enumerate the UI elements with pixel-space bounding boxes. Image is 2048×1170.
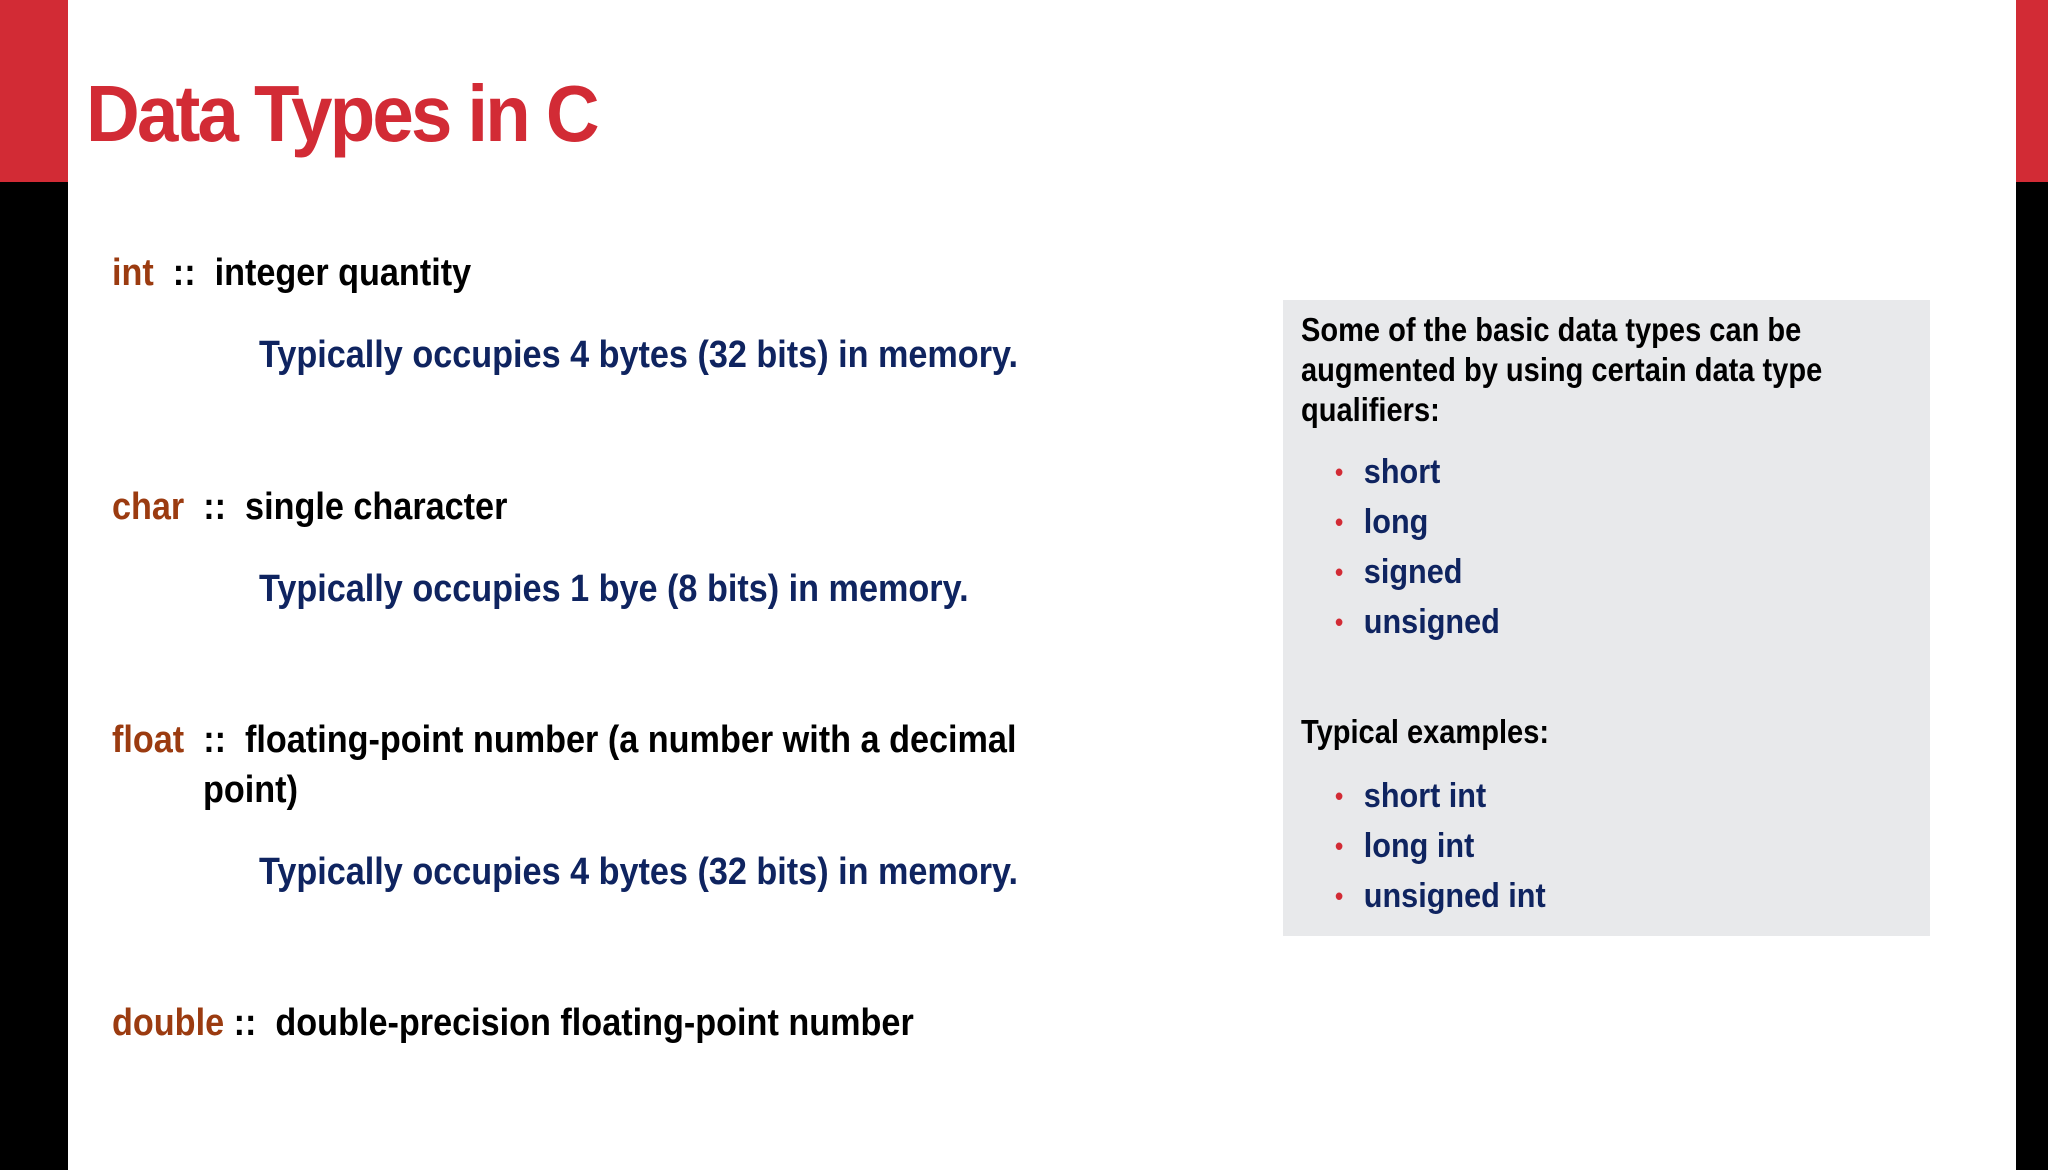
type-keyword: double (112, 1002, 225, 1044)
qualifier-intro: Some of the basic data types can be augmented by using certain data type qualifiers: (1301, 311, 1823, 428)
type-description: Typically occupies 1 bye (8 bits) in memory. (259, 568, 969, 610)
bullet-icon: • (1335, 881, 1344, 911)
left-accent-bar (0, 0, 68, 182)
list-item: • short (1335, 447, 1500, 497)
bullet-icon: • (1335, 457, 1344, 487)
list-item: • short int (1335, 771, 1546, 821)
right-accent-bar (2016, 0, 2048, 182)
bullet-icon: • (1335, 781, 1344, 811)
type-keyword: float (112, 719, 185, 761)
type-separator: :: (203, 719, 226, 761)
type-meaning: floating-point number (a number with a decimal (245, 719, 1017, 761)
slide (68, 0, 2016, 1170)
bullet-icon: • (1335, 507, 1344, 537)
examples-list (1335, 771, 1569, 921)
type-meaning: single character (245, 486, 508, 528)
type-description: Typically occupies 4 bytes (32 bits) in memory. (259, 851, 1019, 893)
type-int (112, 254, 471, 292)
list-item: • signed (1335, 547, 1500, 597)
type-separator: :: (172, 252, 196, 294)
type-meaning: integer quantity (214, 252, 472, 294)
qualifier-list (1335, 447, 1518, 647)
slide-title: Data Types in C (86, 69, 597, 158)
type-keyword: char (112, 486, 185, 528)
list-item: • long int (1335, 821, 1546, 871)
type-char (112, 488, 507, 526)
type-meaning: double-precision floating-point number (275, 1002, 914, 1044)
bullet-icon: • (1335, 607, 1344, 637)
list-item: • long (1335, 497, 1500, 547)
type-separator: :: (203, 486, 227, 528)
type-keyword: int (112, 252, 154, 294)
bullet-icon: • (1335, 831, 1344, 861)
type-double (112, 1004, 914, 1042)
type-float (112, 721, 1016, 759)
qualifier-box (1283, 300, 1930, 936)
examples-heading: Typical examples: (1301, 713, 1550, 750)
bullet-icon: • (1335, 557, 1344, 587)
type-description: Typically occupies 4 bytes (32 bits) in memory. (259, 334, 1019, 376)
type-meaning-continued: point) (203, 769, 298, 811)
type-separator: :: (233, 1002, 257, 1044)
list-item: • unsigned int (1335, 871, 1546, 921)
list-item: • unsigned (1335, 597, 1500, 647)
